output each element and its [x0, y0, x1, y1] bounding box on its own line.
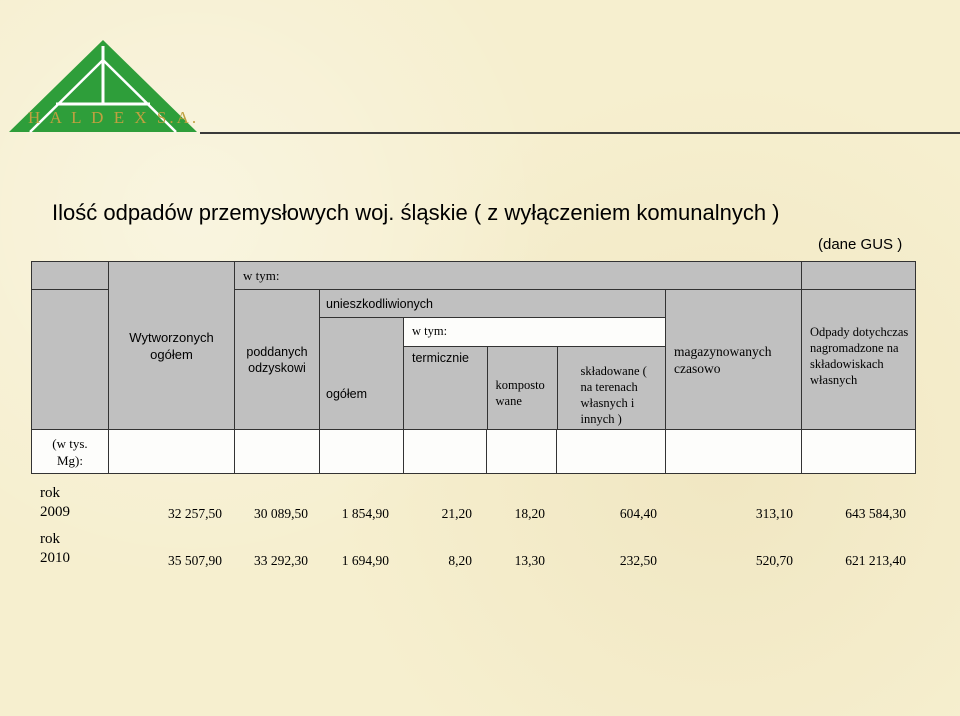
value-2010-termicznie: 8,20 — [448, 553, 472, 568]
header-wytworzonych: Wytworzonych ogółem — [109, 262, 235, 430]
header-table — [31, 261, 916, 474]
value-2009-kompostowane: 18,20 — [514, 506, 545, 521]
unit-label: (w tys. Mg): — [32, 430, 109, 474]
header-poddanych: poddanych odzyskowi — [235, 290, 320, 430]
logo-text: H A L D E X S.A. — [28, 108, 200, 127]
value-2010-skladowane: 232,50 — [619, 553, 657, 568]
header-skladowane: składowane ( na terenach własnych i innych ) — [557, 346, 666, 429]
value-2009-skladowane: 604,40 — [619, 506, 657, 521]
value-2010-ogolem: 1 694,90 — [341, 553, 389, 568]
value-2010-magazynowanych: 520,70 — [755, 553, 793, 568]
header-odpady: Odpady dotychczas nagromadzone na składowiskach własnych — [802, 290, 916, 430]
row-label-2009: rok 2009 — [40, 485, 70, 520]
value-2010-kompostowane: 13,30 — [514, 553, 545, 568]
page-title: Ilość odpadów przemysłowych woj. śląskie ( z wyłączeniem komunalnych ) — [52, 200, 780, 225]
header-w-tym-sub: w tym: — [404, 318, 666, 346]
header-termicznie: termicznie — [404, 346, 487, 429]
value-2009-termicznie: 21,20 — [441, 506, 472, 521]
row-label-2010: rok 2010 — [40, 531, 70, 566]
header-ogolem: ogółem — [320, 318, 404, 430]
source-note: (dane GUS ) — [818, 236, 903, 253]
header-rule — [200, 132, 960, 134]
value-2010-wytworzonych: 35 507,90 — [168, 553, 222, 568]
value-2009-wytworzonych: 32 257,50 — [168, 506, 222, 521]
header-kompostowane: komposto wane — [487, 346, 557, 429]
header-unieszkodliwionych: unieszkodliwionych — [320, 290, 666, 318]
value-2009-odpady: 643 584,30 — [845, 506, 906, 521]
header-w-tym: w tym: — [235, 262, 802, 290]
blank-corner — [32, 262, 109, 290]
value-2010-poddanych: 33 292,30 — [254, 553, 308, 568]
value-2009-poddanych: 30 089,50 — [254, 506, 308, 521]
value-2010-odpady: 621 213,40 — [845, 553, 906, 568]
value-2009-magazynowanych: 313,10 — [755, 506, 793, 521]
value-2009-ogolem: 1 854,90 — [341, 506, 389, 521]
header-magazynowanych: magazynowanych czasowo — [666, 290, 802, 430]
